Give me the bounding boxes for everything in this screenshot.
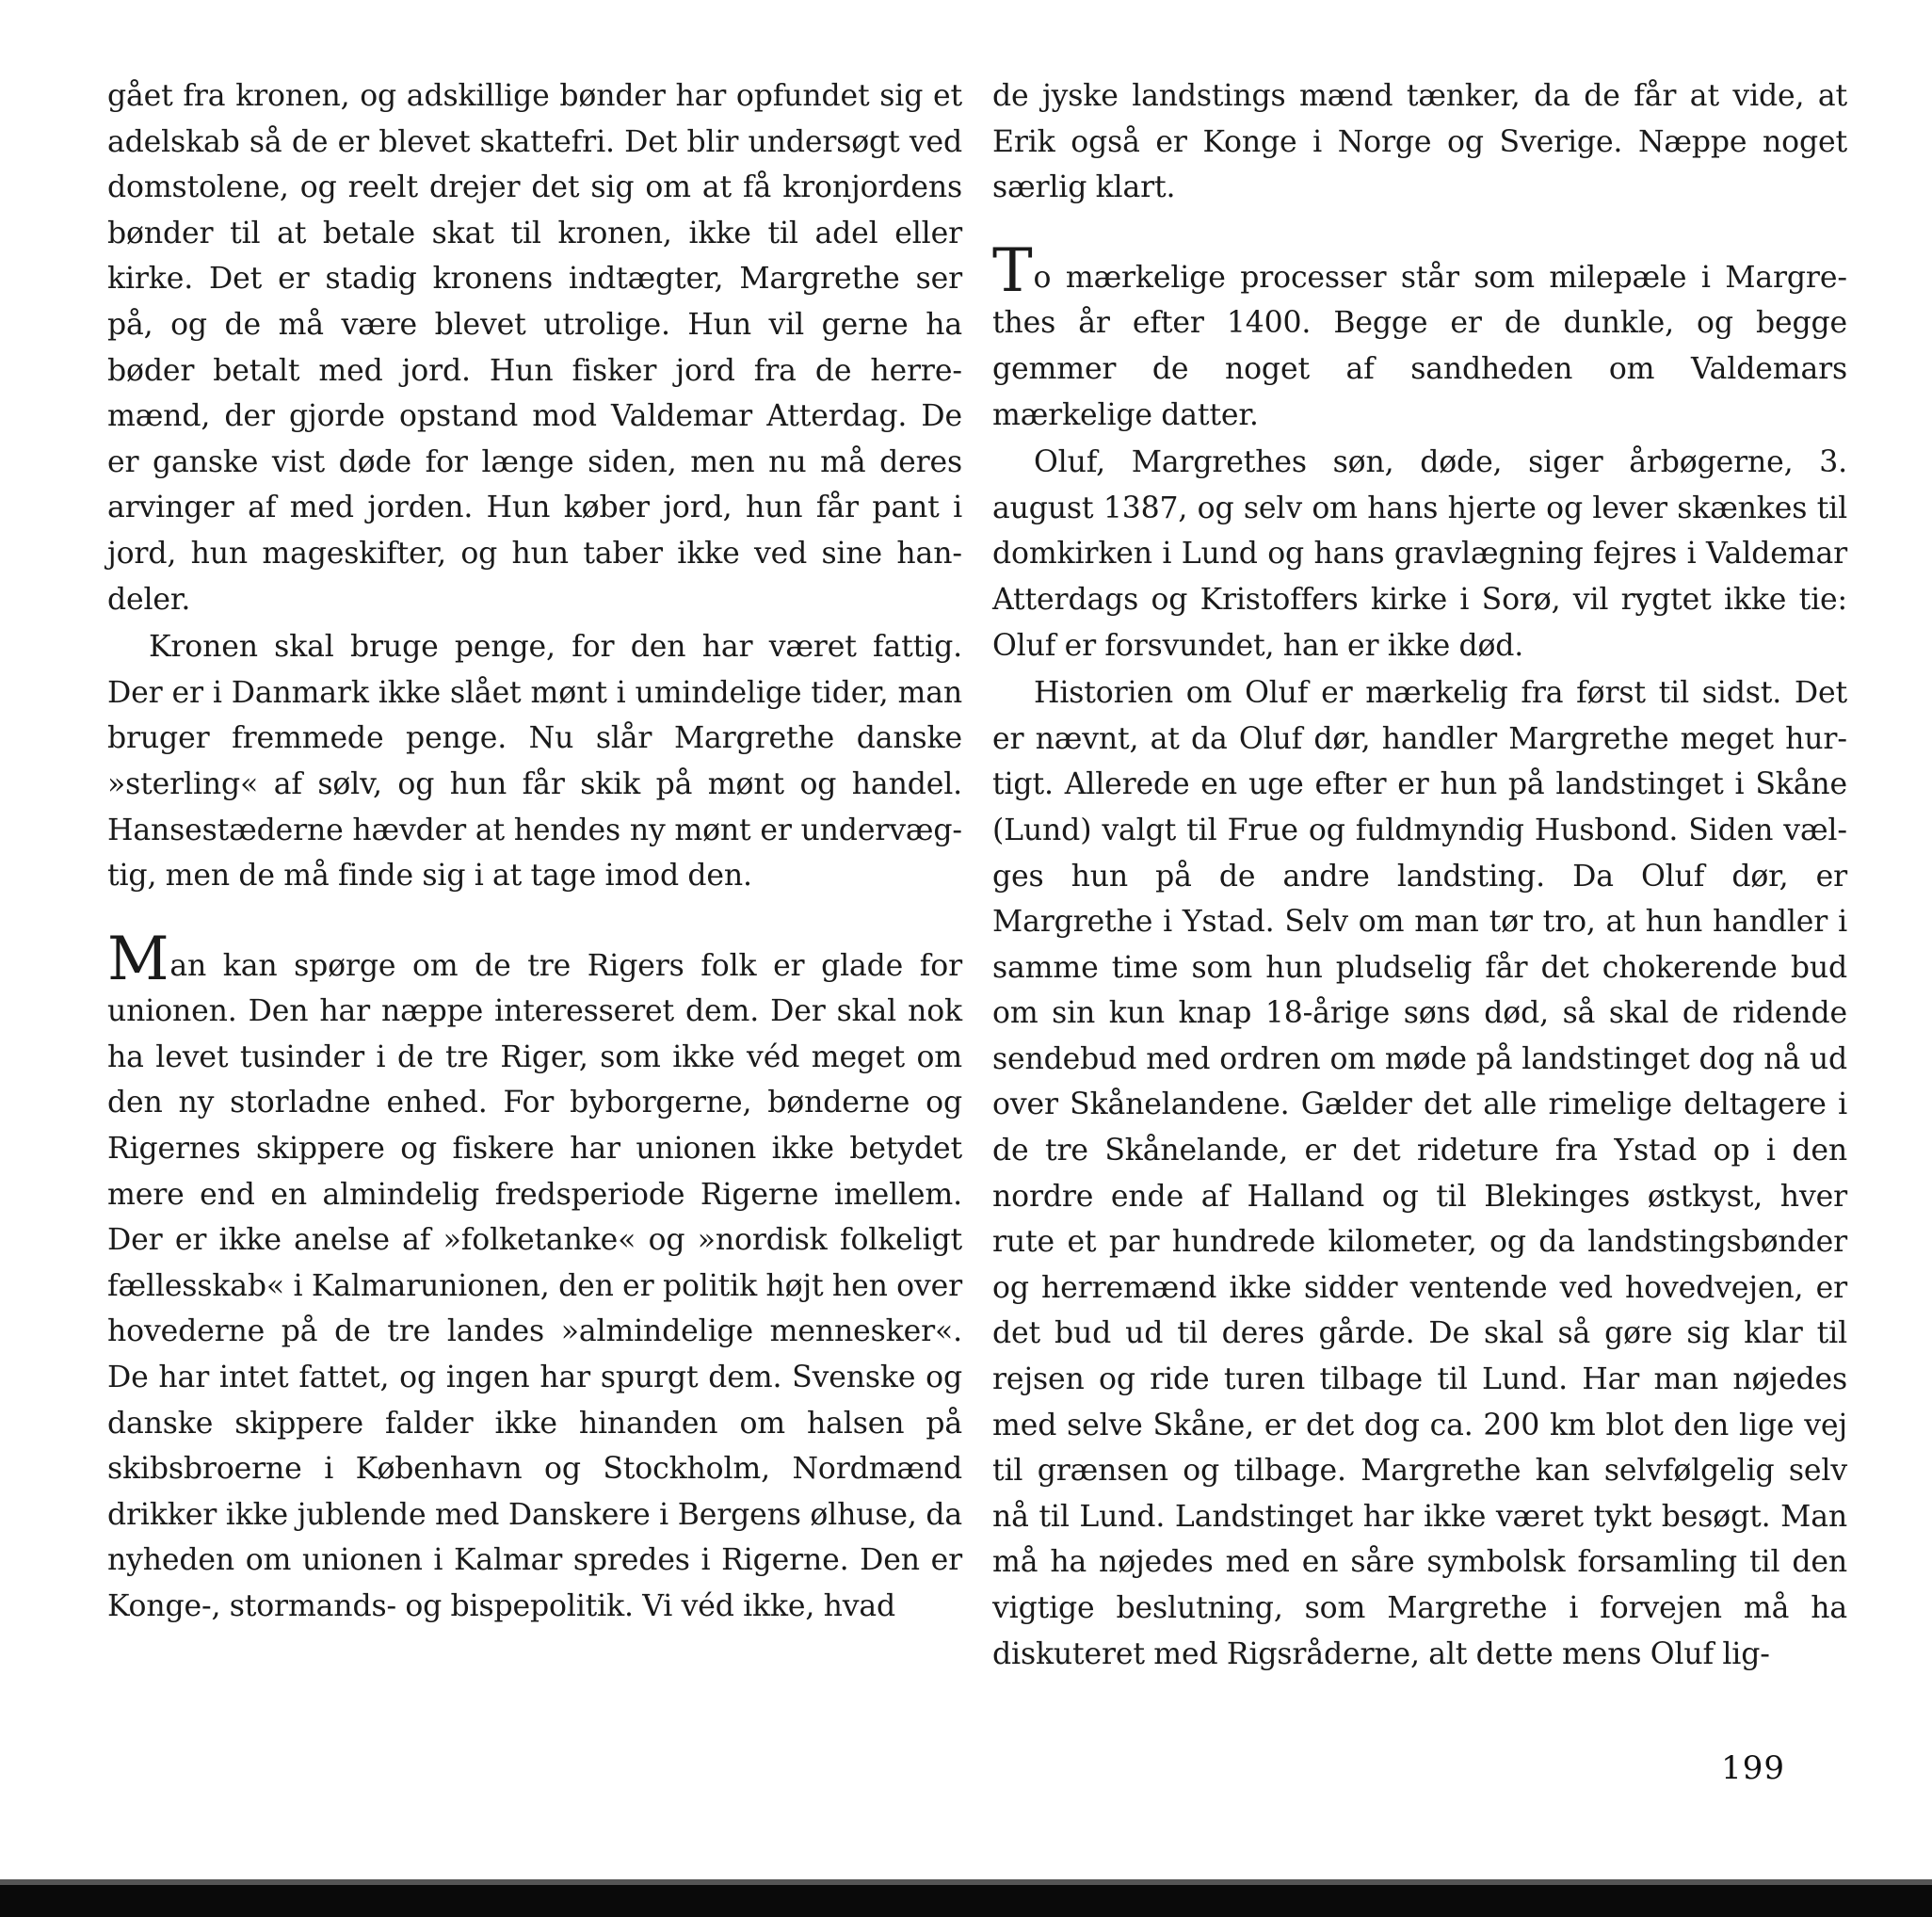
left-paragraph-3 (107, 924, 962, 1630)
right-paragraph-2 (992, 235, 1847, 438)
left-paragraph-1: gået fra kronen, og adskillige bønder har opfundet sig et adelskab så de er blevet skattefri. Det blir undersøgt ved domstolene, og reelt drejer det sig om at få kronjordens bønder til at betale skat til kronen, ikke til adel eller kirke. Det er stadig kronens indtægter, Margrethe ser på, og de må være blevet utrolige. Hun vil gerne ha bøder betalt med jord. Hun fisker jord fra de herremænd, der gjorde opstand mod Valdemar Atterdag. De er ganske vist døde for længe siden, men nu må deres arvinger af med jorden. Hun køber jord, hun får pant i jord, hun mageskifter, og hun taber ikke ved sine handeler. (107, 79, 962, 617)
scan-edge-bar (0, 1885, 1932, 1917)
left-column (107, 73, 962, 1630)
drop-cap-t: T (992, 235, 1033, 306)
left-paragraph-2: Kronen skal bruge penge, for den har været fattig. Der er i Danmark ikke slået mønt i umindelige tider, man bruger fremmede penge. Nu slår Margrethe danske »sterling« af sølv, og hun får skik på mønt og handel. Hansestæderne hævder at hendes ny mønt er undervægtig, men de må finde sig i at tage imod den. (107, 630, 962, 894)
right-paragraph-1: de jyske landstings mænd tænker, da de får at vide, at Erik også er Konge i Norge og Sverige. Næppe noget særlig klart. (992, 79, 1847, 205)
drop-cap-m: M (107, 924, 169, 994)
right-paragraph-3: Oluf, Margrethes søn, døde, siger årbøgerne, 3. august 1387, og selv om hans hjerte og lever skænkes til domkirken i Lund og hans gravlægning fejres i Valdemar Atterdags og Kristoffers kirke i Sorø, vil rygtet ikke tie: Oluf er forsvundet, han er ikke død. (992, 445, 1847, 663)
right-column (992, 73, 1847, 1677)
page-number: 199 (1721, 1749, 1785, 1787)
right-paragraph-2-text: o mærkelige processer står som milepæle i Margrethes år efter 1400. Begge er de dunkle, og begge gemmer de noget af sandheden om Valdemars mærkelige datter. (992, 260, 1847, 432)
right-paragraph-4: Historien om Oluf er mærkelig fra først til sidst. Det er nævnt, at da Oluf dør, handler Margrethe meget hurtigt. Allerede en uge efter er hun på landstinget i Skåne (Lund) valgt til Frue og fuldmyndig Husbond. Siden vælges hun på de andre landsting. Da Oluf dør, er Margrethe i Ystad. Selv om man tør tro, at hun handler i samme time som hun pludselig får det chokerende bud om sin kun knap 18-årige søns død, så skal de ridende sendebud med ordren om møde på landstinget dog nå ud over Skånelandene. Gælder det alle rimelige deltagere i de tre Skånelande, er det rideture fra Ystad op i den nordre ende af Halland og til Blekinges østkyst, hver rute et par hundrede kilometer, og da landstingsbønder og herremænd ikke sidder ventende ved hovedvejen, er det bud ud til deres gårde. De skal så gøre sig klar til rejsen og ride turen tilbage til Lund. Har man nøjedes med selve Skåne, er det dog ca. 200 km blot den lige vej til grænsen og tilbage. Margrethe kan selvfølgelig selv nå til Lund. Landstinget har ikke været tykt besøgt. Man må ha nøjedes med en såre symbolsk forsamling til den vigtige beslutning, som Margrethe i forvejen må ha diskuteret med Rigsråderne, alt dette mens Oluf lig- (992, 676, 1847, 1671)
left-paragraph-3-text: an kan spørge om de tre Rigers folk er glade for unionen. Den har næppe interesseret dem. Der skal nok ha levet tusinder i de tre Riger, som ikke véd meget om den ny storladne enhed. For byborgerne, bønderne og Rigernes skippere og fiskere har unionen ikke betydet mere end en almindelig fredsperiode Rigerne imellem. Der er ikke anelse af »folketanke« og »nordisk folkeligt fællesskab« i Kalmarunionen, den er politik højt hen over hovederne på de tre landes »almindelige mennesker«. De har intet fattet, og ingen har spurgt dem. Svenske og danske skippere falder ikke hinanden om halsen på skibsbroerne i København og Stockholm, Nordmænd drikker ikke jublende med Danskere i Bergens ølhuse, da nyheden om unionen i Kalmar spredes i Rigerne. Den er Konge-, stormands- og bispepolitik. Vi véd ikke, hvad (107, 948, 962, 1623)
